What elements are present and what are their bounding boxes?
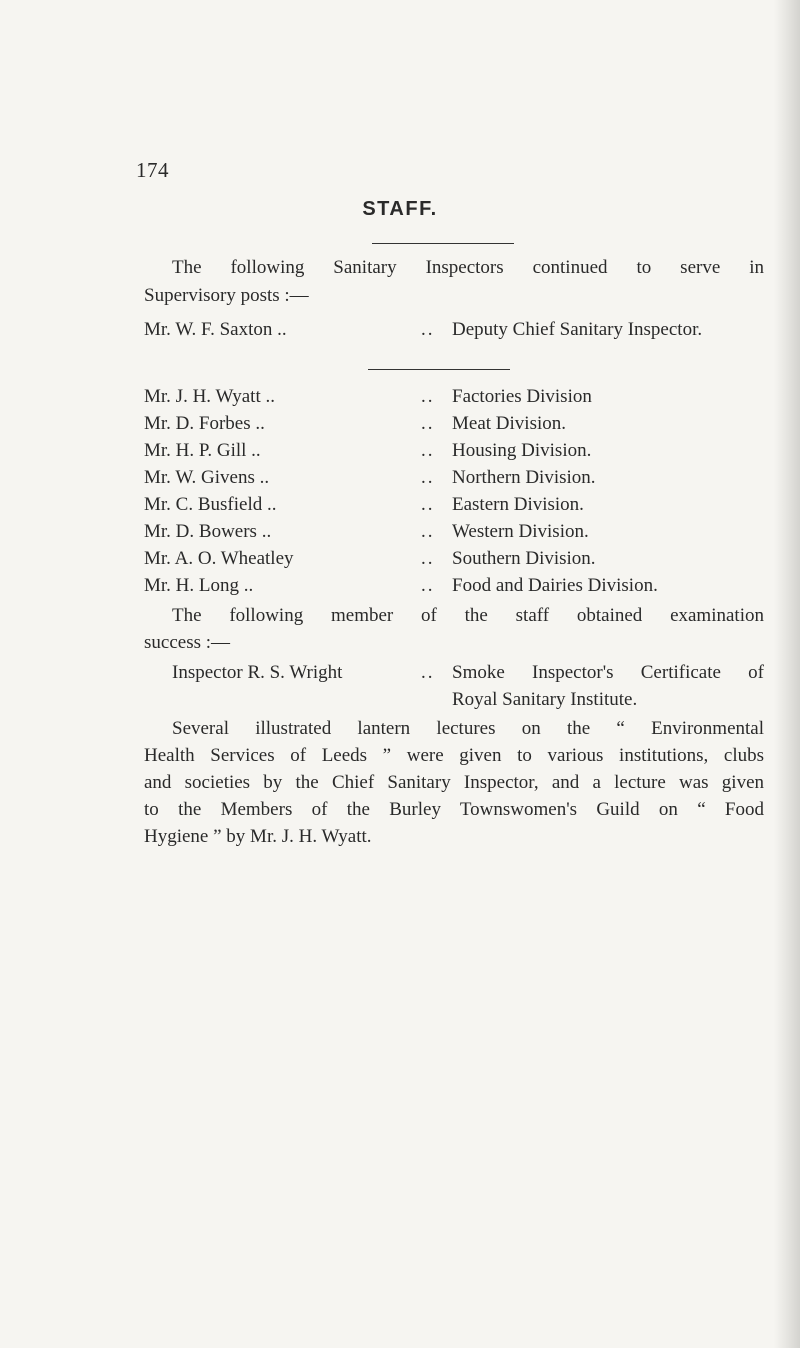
intro-line-1: The following Sanitary Inspectors continued to serve in — [172, 257, 764, 278]
lectures-line-3: and societies by the Chief Sanitary Inspector, and a lecture was given — [144, 772, 764, 793]
intro-line-2: Supervisory posts :— — [144, 285, 309, 306]
inspector-name: Mr. H. P. Gill .. — [144, 440, 261, 461]
inspector-division: Northern Division. — [452, 467, 596, 488]
exam-line-1: The following member of the staff obtained examination — [172, 605, 764, 626]
inspector-division: Meat Division. — [452, 413, 566, 434]
section-divider — [368, 369, 510, 370]
inspector-division: Southern Division. — [452, 548, 596, 569]
inspector-name: Mr. W. Givens .. — [144, 467, 270, 488]
inspector-name: Mr. D. Forbes .. — [144, 413, 265, 434]
lectures-line-4: to the Members of the Burley Townswomen's Guild on “ Food — [144, 799, 764, 820]
inspector-dots: .. — [421, 494, 435, 515]
inspector-name: Mr. D. Bowers .. — [144, 521, 272, 542]
exam-inspector-name: Inspector R. S. Wright — [172, 662, 343, 683]
deputy-dots: .. — [421, 319, 435, 340]
deputy-name: Mr. W. F. Saxton .. — [144, 319, 287, 340]
lectures-line-5: Hygiene ” by Mr. J. H. Wyatt. — [144, 826, 372, 847]
inspector-division: Factories Division — [452, 386, 592, 407]
exam-line-2: success :— — [144, 632, 231, 653]
inspector-name: Mr. H. Long .. — [144, 575, 254, 596]
inspector-division: Housing Division. — [452, 440, 592, 461]
lectures-line-1: Several illustrated lantern lectures on the “ Environmental — [172, 718, 764, 739]
page-number: 174 — [136, 158, 169, 182]
inspector-dots: .. — [421, 467, 435, 488]
page-title: STAFF. — [362, 198, 438, 220]
deputy-role: Deputy Chief Sanitary Inspector. — [452, 319, 703, 340]
inspector-dots: .. — [421, 413, 435, 434]
lectures-line-2: Health Services of Leeds ” were given to various institutions, clubs — [144, 745, 764, 766]
inspector-dots: .. — [421, 548, 435, 569]
inspector-name: Mr. A. O. Wheatley — [144, 548, 294, 569]
inspector-dots: .. — [421, 575, 435, 596]
exam-dots: .. — [421, 662, 435, 683]
inspector-dots: .. — [421, 440, 435, 461]
title-divider — [372, 243, 514, 244]
exam-certificate-line-1: Smoke Inspector's Certificate of — [452, 662, 764, 683]
inspector-dots: .. — [421, 386, 435, 407]
inspector-division: Food and Dairies Division. — [452, 575, 658, 596]
inspector-division: Eastern Division. — [452, 494, 584, 515]
inspector-dots: .. — [421, 521, 435, 542]
exam-certificate-line-2: Royal Sanitary Institute. — [452, 689, 638, 710]
inspector-division: Western Division. — [452, 521, 589, 542]
inspector-name: Mr. C. Busfield .. — [144, 494, 277, 515]
inspector-name: Mr. J. H. Wyatt .. — [144, 386, 275, 407]
